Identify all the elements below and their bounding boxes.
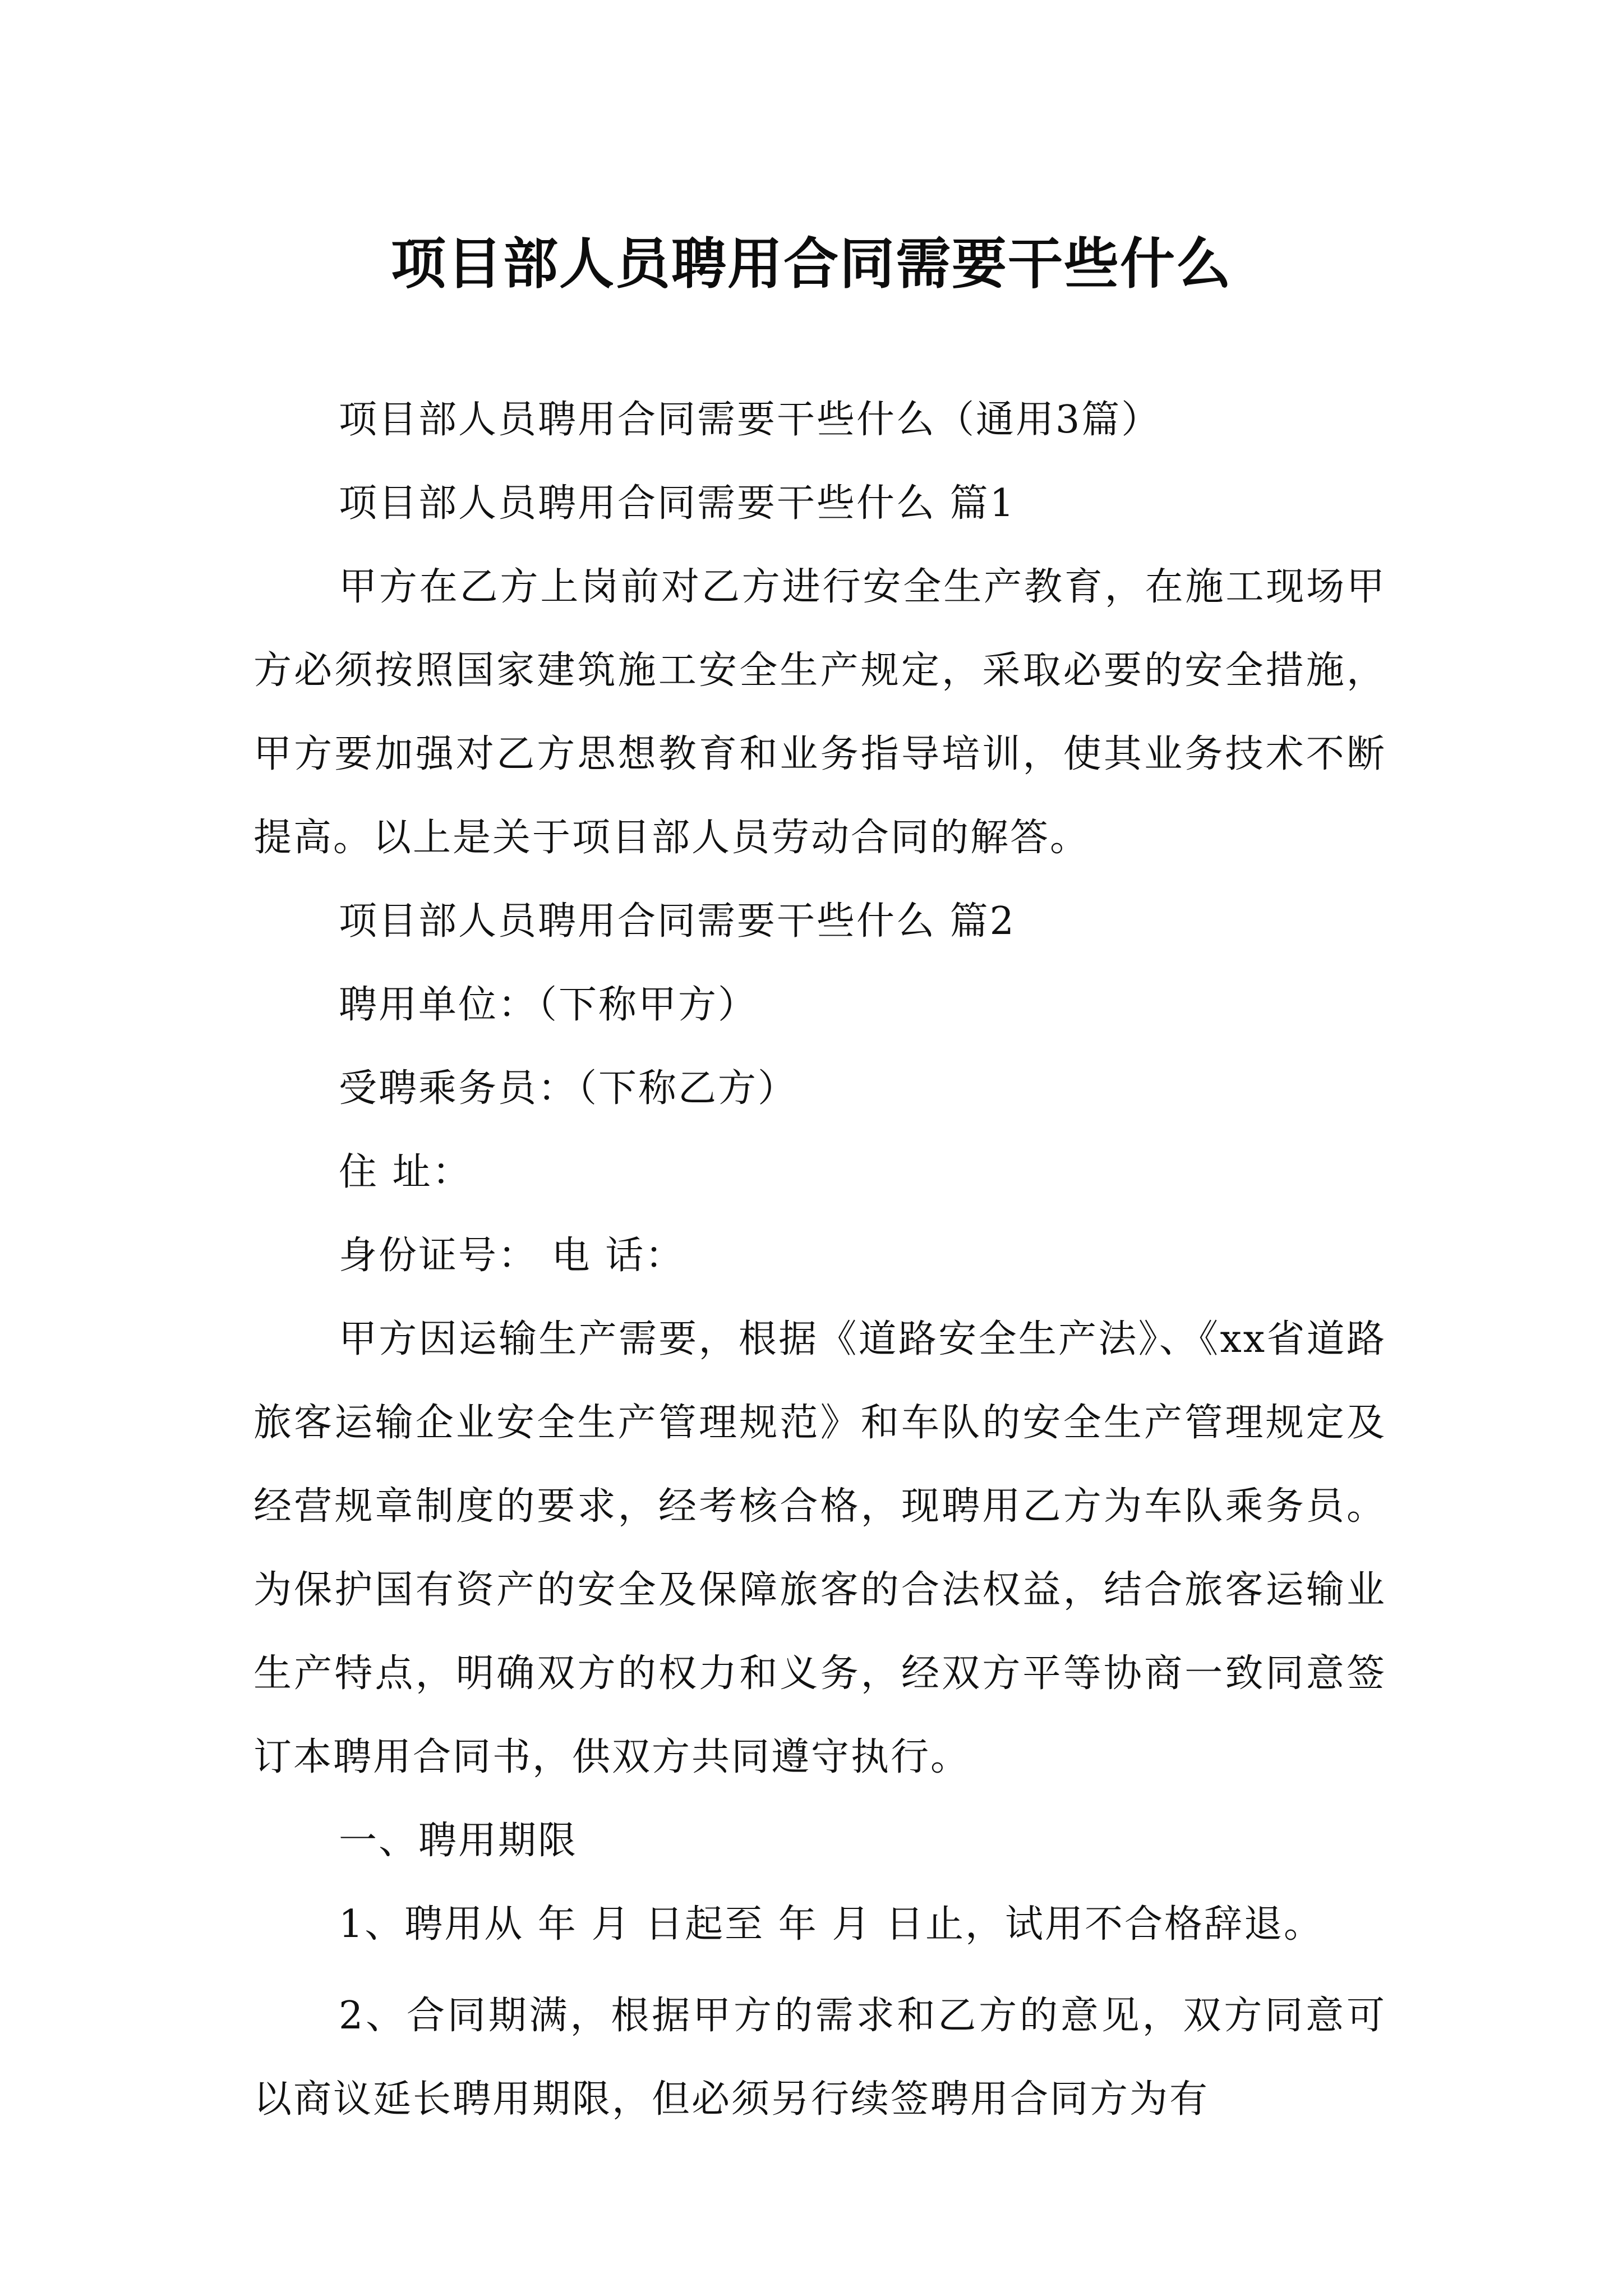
paragraph-address: 住 址：: [339, 1150, 472, 1194]
paragraph-term-heading: 一、聘用期限: [339, 1819, 578, 1863]
paragraph-contract-preamble: 甲方因运输生产需要，根据《道路安全生产法》、《xx省道路旅客运输企业安全生产管理规范》和车队的安全生产管理规定及经营规章制度的要求，经考核合格，现聘用乙方为车队乘务员。为保护国有资产的安全及保障旅客的合法权益，结合旅客运输业生产特点，明确双方的权力和义务，经双方平等协商一致同意签订本聘用合同书，供双方共同遵守执行。: [253, 1317, 1386, 1779]
paragraph-gap: [253, 1966, 1386, 1974]
document-body: [253, 378, 1386, 2141]
paragraph-section-2-heading: 项目部人员聘用合同需要干些什么 篇2: [339, 899, 1016, 944]
paragraph-employer: 聘用单位：（下称甲方）: [339, 983, 758, 1027]
paragraph-id-phone: 身份证号： 电 话：: [339, 1234, 685, 1278]
paragraph-section-1-body: 甲方在乙方上岗前对乙方进行安全生产教育，在施工现场甲方必须按照国家建筑施工安全生产规定，采取必要的安全措施，甲方要加强对乙方思想教育和业务指导培训，使其业务技术不断提高。以上是关于项目部人员劳动合同的解答。: [253, 565, 1386, 860]
paragraph-term-clause-2: 2、合同期满，根据甲方的需求和乙方的意见，双方同意可以商议延长聘用期限，但必须另行续签聘用合同方为有: [253, 1994, 1386, 2122]
paragraph-intro: 项目部人员聘用合同需要干些什么（通用3篇）: [339, 398, 1161, 442]
paragraph-employee: 受聘乘务员：（下称乙方）: [339, 1066, 798, 1111]
document-title: 项目部人员聘用合同需要干些什么: [390, 232, 1232, 296]
paragraph-section-1-heading: 项目部人员聘用合同需要干些什么 篇1: [339, 481, 1016, 526]
paragraph-term-clause-1: 1、聘用从 年 月 日起至 年 月 日止，试用不合格辞退。: [339, 1902, 1324, 1947]
